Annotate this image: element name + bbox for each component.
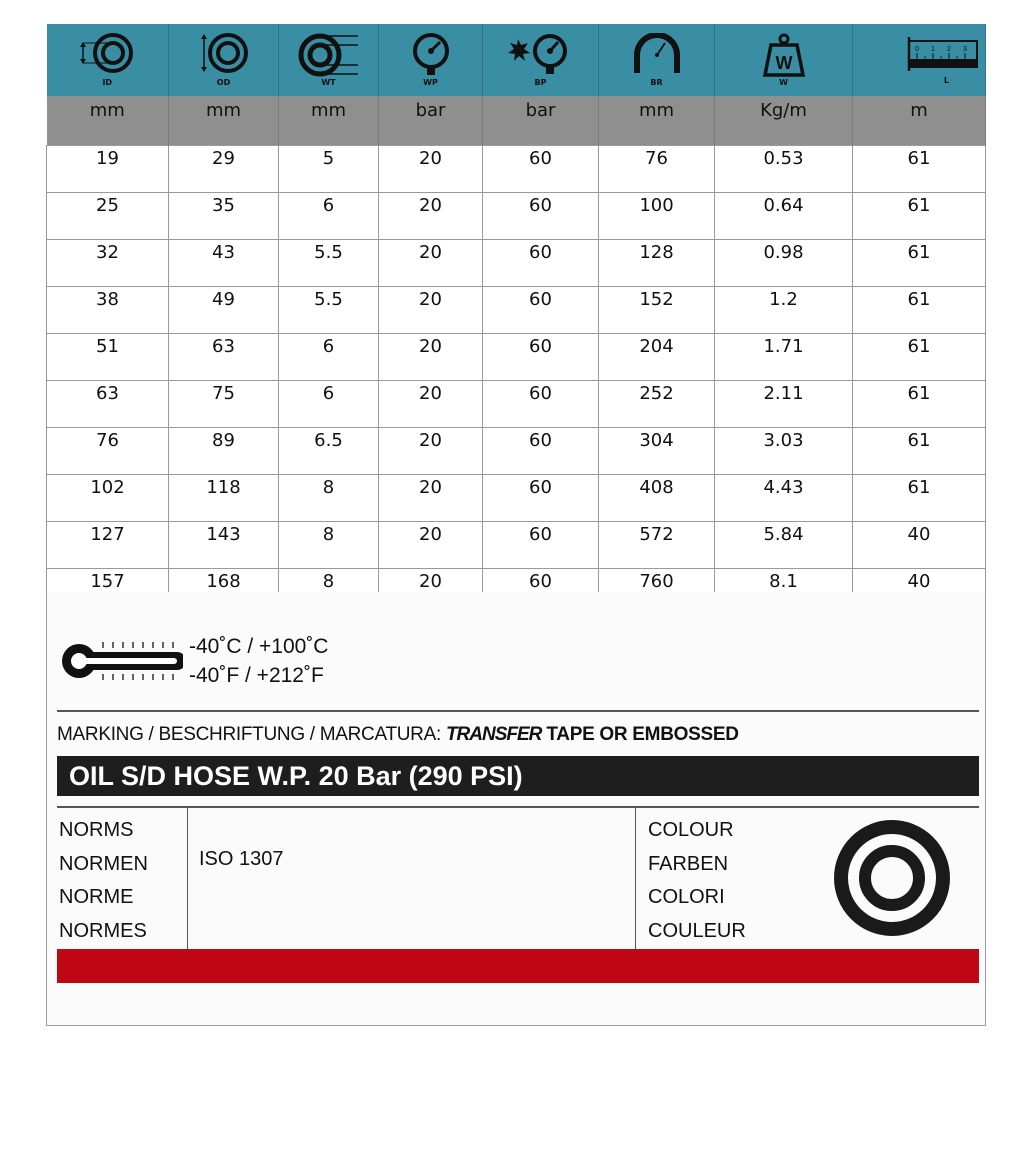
table-cell: 0.98 — [715, 240, 853, 287]
hose-section-icon — [832, 818, 952, 938]
wall-thickness-icon — [294, 33, 364, 77]
ruler-tick-0: 0 — [915, 46, 919, 53]
icon-caption-l: L — [943, 76, 949, 85]
divider — [57, 710, 979, 712]
table-cell: 5.5 — [279, 240, 379, 287]
table-cell: 89 — [169, 428, 279, 475]
header-cell-w — [715, 24, 853, 96]
table-cell: 63 — [47, 381, 169, 428]
table-cell: 61 — [853, 475, 986, 522]
units-row — [47, 96, 986, 146]
table-row — [47, 193, 986, 240]
header-cell-wt — [279, 24, 379, 96]
table-cell: 8.1 — [715, 569, 853, 616]
unit-bp: bar — [483, 96, 599, 146]
icon-caption-w: W — [779, 78, 788, 87]
table-cell: 760 — [599, 569, 715, 616]
table-cell: 38 — [47, 287, 169, 334]
table-row — [47, 334, 986, 381]
marking-prefix: MARKING / BESCHRIFTUNG / MARCATURA: — [57, 724, 441, 745]
table-cell: 6.5 — [279, 428, 379, 475]
temperature-fahrenheit: -40˚F / +212˚F — [189, 664, 324, 687]
norm-value: ISO 1307 — [199, 848, 284, 870]
norms-colour-box — [57, 808, 979, 949]
outer-diameter-icon — [194, 33, 254, 77]
icon-caption-od: OD — [216, 78, 231, 87]
svg-text:W: W — [775, 53, 792, 73]
table-cell: 76 — [599, 146, 715, 193]
table-cell: 20 — [379, 193, 483, 240]
header-cell-bp — [483, 24, 599, 96]
table-cell: 6 — [279, 193, 379, 240]
table-cell: 5.5 — [279, 287, 379, 334]
table-cell: 8 — [279, 522, 379, 569]
thermometer-icon — [59, 639, 183, 683]
table-body — [47, 146, 986, 663]
header-cell-br — [599, 24, 715, 96]
table-cell: 152 — [599, 287, 715, 334]
norms-label-fr: NORMES — [59, 919, 147, 942]
colour-label-de: FARBEN — [648, 852, 729, 875]
table-cell: 8 — [279, 475, 379, 522]
table-cell: 43 — [169, 240, 279, 287]
table-cell: 61 — [853, 334, 986, 381]
unit-wt: mm — [279, 96, 379, 146]
table-cell: 60 — [483, 287, 599, 334]
icon-caption-wp: WP — [423, 78, 438, 87]
colour-label-fr: COULEUR — [648, 919, 746, 942]
table-cell: 20 — [379, 428, 483, 475]
burst-pressure-gauge-icon — [506, 33, 576, 77]
table-cell: 75 — [169, 381, 279, 428]
spec-sheet — [46, 24, 985, 663]
table-cell: 20 — [379, 475, 483, 522]
temperature-celsius: -40˚C / +100˚C — [189, 635, 329, 658]
table-cell: 3.03 — [715, 428, 853, 475]
table-cell: 6 — [279, 381, 379, 428]
colour-stripe — [57, 949, 979, 983]
unit-id: mm — [47, 96, 169, 146]
table-cell: 60 — [483, 193, 599, 240]
table-cell: 20 — [379, 146, 483, 193]
table-cell: 25 — [47, 193, 169, 240]
table-cell: 157 — [47, 569, 169, 616]
table-cell: 51 — [47, 334, 169, 381]
icon-caption-bp: BP — [534, 78, 547, 87]
header-cell-l — [853, 24, 986, 96]
table-cell: 20 — [379, 569, 483, 616]
table-cell: 8 — [279, 569, 379, 616]
table-cell: 61 — [853, 428, 986, 475]
table-cell: 60 — [483, 334, 599, 381]
table-row — [47, 240, 986, 287]
table-cell: 60 — [483, 522, 599, 569]
table-cell: 204 — [599, 334, 715, 381]
marking-suffix: TAPE OR EMBOSSED — [546, 724, 739, 745]
table-cell: 5.84 — [715, 522, 853, 569]
header-cell-id — [47, 24, 169, 96]
table-cell: 143 — [169, 522, 279, 569]
table-row — [47, 475, 986, 522]
table-cell: 0.53 — [715, 146, 853, 193]
table-row — [47, 146, 986, 193]
norms-labels — [59, 814, 148, 948]
table-row — [47, 522, 986, 569]
table-cell: 20 — [379, 334, 483, 381]
weight-icon — [762, 33, 806, 77]
table-row — [47, 381, 986, 428]
norms-label-it: NORME — [59, 886, 134, 908]
table-cell: 76 — [47, 428, 169, 475]
ruler-tick-3: 3 — [963, 46, 967, 53]
table-cell: 2.11 — [715, 381, 853, 428]
table-cell: 20 — [379, 381, 483, 428]
temperature-values — [189, 632, 328, 690]
table-cell: 20 — [379, 240, 483, 287]
table-cell: 6 — [279, 334, 379, 381]
table-cell: 127 — [47, 522, 169, 569]
unit-br: mm — [599, 96, 715, 146]
table-cell: 61 — [853, 193, 986, 240]
unit-wp: bar — [379, 96, 483, 146]
table-cell: 1.71 — [715, 334, 853, 381]
specification-table — [46, 24, 986, 663]
table-cell: 304 — [599, 428, 715, 475]
table-cell: 252 — [599, 381, 715, 428]
table-cell: 60 — [483, 146, 599, 193]
unit-od: mm — [169, 96, 279, 146]
table-cell: 102 — [47, 475, 169, 522]
table-cell: 100 — [599, 193, 715, 240]
table-cell: 572 — [599, 522, 715, 569]
table-cell: 40 — [853, 569, 986, 616]
table-cell: 60 — [483, 240, 599, 287]
ruler-tick-1: 1 — [931, 46, 935, 53]
table-cell: 118 — [169, 475, 279, 522]
table-cell: 40 — [853, 522, 986, 569]
temperature-range — [59, 632, 328, 690]
table-cell: 61 — [853, 287, 986, 334]
table-cell: 60 — [483, 381, 599, 428]
table-cell: 60 — [483, 428, 599, 475]
table-cell: 4.43 — [715, 475, 853, 522]
product-title: OIL S/D HOSE W.P. 20 Bar (290 PSI) — [57, 756, 979, 796]
product-info-panel — [46, 592, 986, 1026]
table-cell: 408 — [599, 475, 715, 522]
table-cell: 20 — [379, 287, 483, 334]
ruler-tick-2: 2 — [947, 46, 951, 53]
unit-l: m — [853, 96, 986, 146]
table-cell: 61 — [853, 146, 986, 193]
table-cell: 32 — [47, 240, 169, 287]
table-cell: 35 — [169, 193, 279, 240]
header-cell-od — [169, 24, 279, 96]
marking-line — [57, 724, 739, 746]
table-cell: 128 — [599, 240, 715, 287]
working-pressure-gauge-icon — [406, 33, 456, 77]
table-cell: 19 — [47, 146, 169, 193]
table-cell: 20 — [379, 522, 483, 569]
table-cell: 60 — [483, 569, 599, 616]
marking-transfer: TRANSFER — [445, 724, 542, 745]
table-cell: 29 — [169, 146, 279, 193]
table-cell: 168 — [169, 569, 279, 616]
table-cell: 0.64 — [715, 193, 853, 240]
table-cell: 49 — [169, 287, 279, 334]
icon-header-row — [47, 24, 986, 96]
table-cell: 60 — [483, 475, 599, 522]
table-cell: 61 — [853, 240, 986, 287]
table-cell: 1.2 — [715, 287, 853, 334]
inner-diameter-icon — [77, 33, 137, 77]
header-cell-wp — [379, 24, 483, 96]
divider — [635, 808, 636, 949]
length-ruler-icon — [907, 35, 979, 75]
norms-label-en: NORMS — [59, 819, 134, 841]
icon-caption-id: ID — [102, 78, 113, 87]
colour-label-it: COLORI — [648, 886, 725, 908]
divider — [187, 808, 188, 949]
unit-w: Kg/m — [715, 96, 853, 146]
table-row — [47, 287, 986, 334]
icon-caption-br: BR — [650, 78, 663, 87]
colour-labels — [648, 814, 746, 948]
table-cell: 63 — [169, 334, 279, 381]
norms-label-de: NORMEN — [59, 852, 148, 875]
table-cell: 61 — [853, 381, 986, 428]
bend-radius-icon — [630, 33, 684, 77]
table-row — [47, 428, 986, 475]
colour-label-en: COLOUR — [648, 819, 734, 841]
table-cell: 5 — [279, 146, 379, 193]
icon-caption-wt: WT — [321, 78, 336, 87]
